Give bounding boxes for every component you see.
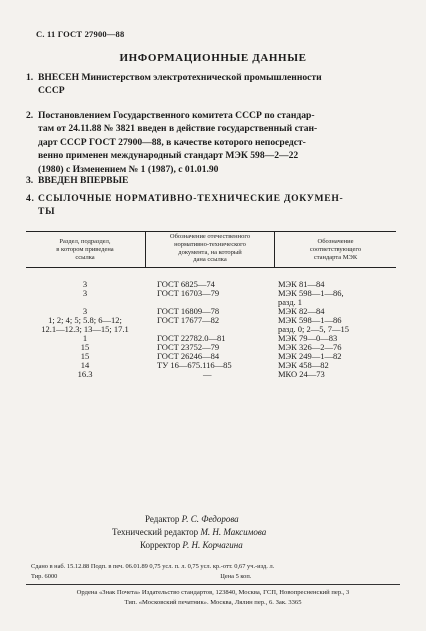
cell-document: ГОСТ 16809—78 <box>157 306 220 316</box>
cell-iec: МЭК 249—1—82 <box>278 351 342 361</box>
cell-document: ГОСТ 16703—79 <box>157 288 220 298</box>
section-3 <box>26 174 406 188</box>
section-number: 3. <box>26 175 34 186</box>
cell-iec: МЭК 79—0—83 <box>278 333 338 343</box>
cell-section: 1 <box>82 333 88 343</box>
table-row <box>26 370 396 379</box>
header-line: соответствующего <box>309 245 362 253</box>
text-line: дарт СССР ГОСТ 27900—88, в качестве которого непосредст- <box>38 136 306 148</box>
header-iec-standard <box>275 238 396 261</box>
header-line: Обозначение <box>317 238 354 245</box>
credit-person: Р. Н. Корчагина <box>182 540 243 550</box>
cell-iec: МЭК 598—1—86, <box>278 288 344 298</box>
cell-section: 15 <box>80 342 90 352</box>
references-table <box>26 231 396 389</box>
credit-person: М. Н. Максимова <box>200 527 267 537</box>
text-line: ТЫ <box>38 206 56 218</box>
section-text <box>38 109 317 176</box>
publisher-line: Ордена «Знак Почета» Издательство стандартов, 123840, Москва, ГСП, Новопресненский пер., 3 <box>76 589 350 596</box>
cell-iec: МЭК 82—84 <box>278 306 325 316</box>
cell-iec: разд. 1 <box>278 297 303 307</box>
header-line: дана ссылка <box>193 256 227 264</box>
credit-role: Технический редактор <box>112 527 199 537</box>
cell-iec: разд. 0; 2—5, 7—15 <box>278 324 350 334</box>
credit-proofreader <box>140 540 243 550</box>
cell-section: 14 <box>80 360 90 370</box>
text-line: ВВЕДЕН ВПЕРВЫЕ <box>38 175 129 186</box>
section-number: 4. <box>26 193 35 204</box>
page-title: ИНФОРМАЦИОННЫЕ ДАННЫЕ <box>119 52 307 64</box>
cell-iec: МКО 24—73 <box>278 369 325 379</box>
header-line: ссылка <box>75 253 95 261</box>
cell-iec: МЭК 81—84 <box>278 279 325 289</box>
text-line: там от 24.11.88 № 3821 введен в действие государственный стан- <box>38 123 318 135</box>
section-text <box>38 71 322 98</box>
table-top-rule <box>26 231 396 232</box>
section-4 <box>26 192 406 220</box>
header-line: Обозначение отечественного <box>169 233 251 240</box>
header-line: нормативно-технического <box>174 240 246 248</box>
credit-role: Корректор <box>140 540 181 550</box>
cell-document: ГОСТ 22782.0—81 <box>157 333 226 343</box>
table-header-rule <box>26 267 396 268</box>
cell-section: 3 <box>82 279 88 289</box>
cell-document: ГОСТ 26246—84 <box>157 351 220 361</box>
cell-document: ГОСТ 23752—79 <box>157 342 220 352</box>
credit-person: Р. С. Федорова <box>181 514 239 524</box>
table-row <box>26 289 396 298</box>
header-line: Раздел, подраздел, <box>59 238 111 245</box>
text-line: ВНЕСЕН Министерством электротехнической промышленности <box>38 72 322 83</box>
cell-document: ГОСТ 17677—82 <box>157 315 220 325</box>
section-text <box>38 192 343 219</box>
section-number: 2. <box>26 110 34 121</box>
credit-role: Редактор <box>145 514 180 524</box>
text-line: (1980) с Изменением № 1 (1987), с 01.01.90 <box>38 163 219 175</box>
header-domestic-document <box>146 233 274 264</box>
section-number: 1. <box>26 72 34 83</box>
text-line: СССР <box>38 85 65 97</box>
cell-iec: МЭК 598—1—86 <box>278 315 342 325</box>
print-info-line: Сдано в наб. 15.12.88 Подп. в печ. 06.01.89 0,75 усл. п. л. 0,75 усл. кр.-отт. 0,67 уч.-изд. л. <box>31 563 275 570</box>
footer-rule <box>26 584 400 585</box>
cell-section: 12.1—12.3; 13—15; 17.1 <box>41 324 129 334</box>
section-2 <box>26 109 406 177</box>
print-run-and-price: Тир. 6000 Цена 5 коп. <box>31 573 252 580</box>
credit-editor <box>145 514 239 524</box>
cell-iec: МЭК 326—2—76 <box>278 342 342 352</box>
cell-document: — <box>203 369 212 379</box>
cell-document: ГОСТ 6825—74 <box>157 279 215 289</box>
cell-section: 3 <box>82 306 88 316</box>
header-line: стандарта МЭК <box>313 253 358 261</box>
cell-section: 16.3 <box>77 369 93 379</box>
section-text <box>38 174 128 187</box>
header-line: документа, на который <box>178 248 242 256</box>
text-line: ССЫЛОЧНЫЕ НОРМАТИВНО-ТЕХНИЧЕСКИЕ ДОКУМЕН- <box>38 193 344 204</box>
printing-house-line: Тип. «Московский печатник». Москва, Лялин пер., 6. Зак. 3365 <box>124 599 302 606</box>
text-line: Постановлением Государственного комитета СССР по стандар- <box>38 110 315 121</box>
text-line: венно применен международный стандарт МЭК 598—2—22 <box>38 150 299 162</box>
cell-section: 15 <box>80 351 90 361</box>
page-header: С. 11 ГОСТ 27900—88 <box>36 29 125 39</box>
cell-section: 3 <box>82 288 88 298</box>
section-1 <box>26 71 406 99</box>
cell-iec: МЭК 458—82 <box>278 360 329 370</box>
header-line: в котором приведена <box>56 245 114 253</box>
header-section <box>26 238 144 261</box>
cell-section: 1; 2; 4; 5; 5.8; 6—12; <box>48 315 122 325</box>
credit-technical-editor <box>112 527 266 537</box>
cell-document: ТУ 16—675.116—85 <box>157 360 232 370</box>
